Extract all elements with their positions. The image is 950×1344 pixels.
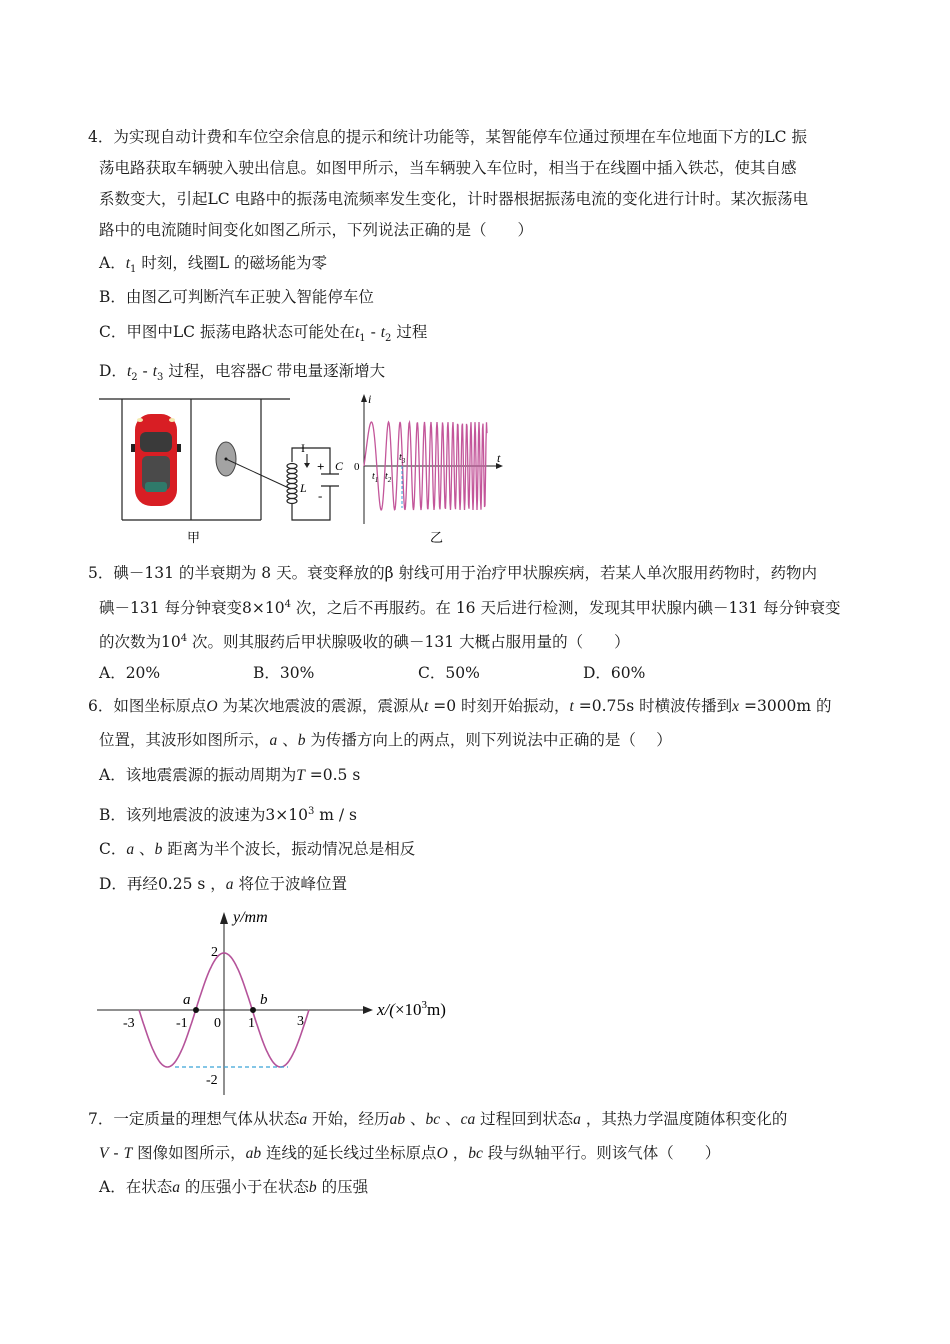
- tick-x-1: 1: [248, 1016, 255, 1031]
- inductor-coil: [287, 464, 297, 504]
- q7-option-a: A．在状态a 的压强小于在状态b 的压强: [99, 1178, 369, 1196]
- origin-label: 0: [354, 461, 360, 473]
- q4-line-3: 系数变大，引起LC 电路中的振荡电流频率发生变化，计时器根据振荡电流的变化进行计时。某次振荡电: [99, 190, 809, 208]
- current-label: I: [301, 441, 305, 455]
- q4-option-b: B．由图乙可判断汽车正驶入智能停车位: [99, 288, 374, 306]
- q4-option-d: D．$t_2 - t_3$ 过程，电容器C 带电量逐渐增大: [99, 362, 386, 384]
- t3-label: $t_3$: [399, 452, 406, 465]
- point-b-label: b: [260, 992, 268, 1008]
- tick-x-0: 0: [214, 1016, 221, 1031]
- q7-line-2: V - T 图像如图所示，ab 连线的延长线过坐标原点O ，bc 段与纵轴平行。则该气体（ ）: [99, 1144, 721, 1162]
- q5-option-a: A．20%: [99, 664, 161, 682]
- axis-i-label: i: [368, 392, 372, 406]
- q5-option-c: C．50%: [418, 664, 480, 682]
- q6-option-d: D．再经0.25 s ，a 将位于波峰位置: [99, 875, 347, 893]
- figure-seismic-wave: [95, 900, 475, 1098]
- q4-line-2: 荡电路获取车辆驶入驶出信息。如图甲所示，当车辆驶入车位时，相当于在线圈中插入铁芯，使其自感: [99, 159, 797, 177]
- point-a-marker: [193, 1007, 199, 1013]
- point-a-label: a: [183, 992, 191, 1008]
- parking-frame: [99, 399, 290, 520]
- y-axis-label: y/mm: [233, 909, 268, 926]
- tick-x-neg1: -1: [176, 1016, 188, 1031]
- minus-sign: -: [318, 488, 323, 503]
- q7-line-1: 7．一定质量的理想气体从状态a 开始，经历ab 、bc 、ca 过程回到状态a ，其热力学温度随体积变化的: [88, 1110, 788, 1128]
- q4-option-a: A．$t_1$ 时刻，线圈L 的磁场能为零: [99, 254, 328, 276]
- q6-option-a: A．该地震震源的振动周期为T =0.5 s: [99, 766, 361, 784]
- car-icon: [131, 414, 181, 506]
- x-axis-label: $x/(\times 10^3m)$: [377, 999, 446, 1019]
- q4-line-4: 路中的电流随时间变化如图乙所示，下列说法正确的是（ ）: [99, 221, 534, 239]
- q5-option-b: B．30%: [253, 664, 315, 682]
- tick-x-neg3: -3: [123, 1016, 135, 1031]
- q6-line-1: 6．如图坐标原点O 为某次地震波的震源，震源从t =0 时刻开始振动，t =0.75s 时横波传播到x =3000m 的: [88, 697, 832, 715]
- q5-line-1: 5．碘－131 的半衰期为 8 天。衰变释放的β 射线可用于治疗甲状腺疾病，若某人单次服用药物时，药物内: [88, 564, 817, 582]
- capacitor-label: C: [335, 459, 344, 473]
- q4-option-c: C．甲图中LC 振荡电路状态可能处在$t_1 - t_2$ 过程: [99, 323, 428, 345]
- q5-line-3: 的次数为$10^4$ 次。则其服药后甲状腺吸收的碘－131 大概占服用量的（ ）: [99, 633, 630, 652]
- inductor-label: L: [300, 481, 307, 495]
- tick-y-2: 2: [211, 945, 218, 960]
- q5-line-2: 碘－131 每分钟衰变$8\times 10^4$ 次，之后不再服药。在 16 天后进行检测，发现其甲状腺内碘－131 每分钟衰变: [99, 599, 841, 618]
- axis-t-label: t: [497, 451, 501, 465]
- tick-x-3: 3: [297, 1014, 304, 1029]
- q6-line-2: 位置，其波形如图所示，a 、b 为传播方向上的两点，则下列说法中正确的是（ ）: [99, 731, 672, 749]
- q6-option-b: B．该列地震波的波速为$3\times 10^3$ m / s: [99, 806, 358, 825]
- plus-sign: +: [317, 459, 325, 474]
- caption-jia: 甲: [187, 530, 201, 545]
- q6-option-c: C．a 、b 距离为半个波长，振动情况总是相反: [99, 840, 416, 858]
- q5-option-d: D．60%: [583, 664, 646, 682]
- t2-label: $t_2$: [385, 471, 392, 484]
- figure-parking-circuit: [95, 392, 355, 552]
- point-b-marker: [250, 1007, 256, 1013]
- caption-yi: 乙: [430, 530, 444, 545]
- t1-label: $t_1$: [372, 471, 379, 484]
- figure-current-time-graph: [350, 390, 520, 552]
- tick-y-neg2: -2: [206, 1073, 218, 1088]
- q4-line-1: 4．为实现自动计费和车位空余信息的提示和统计功能等，某智能停车位通过预埋在车位地面下方的LC 振: [88, 128, 807, 146]
